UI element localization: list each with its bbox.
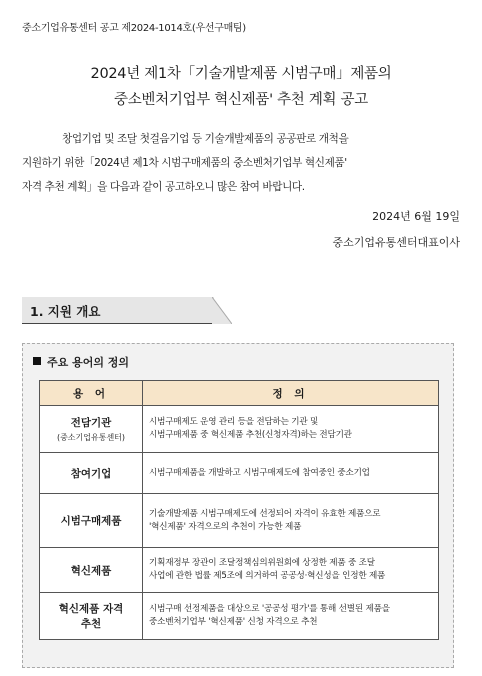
definitions-box bbox=[22, 343, 454, 668]
notice-title-line2: 중소벤처기업부 혁신제품' 추천 계획 공고 bbox=[114, 92, 368, 108]
notice-title-line1: 2024년 제1차「기술개발제품 시범구매」제품의 bbox=[90, 66, 392, 82]
notice-date: 2024년 6월 19일 bbox=[372, 210, 460, 223]
intro-line: 창업기업 및 조달 첫걸음기업 등 기술개발제품의 공공판로 개척을 bbox=[62, 133, 349, 145]
term-name: 혁신제품 자격 bbox=[58, 603, 124, 615]
definition-text: 시범구매 선정제품을 대상으로 '공공성 평가'를 통해 선별된 제품을 bbox=[149, 604, 390, 614]
definition-text: 기획재정부 장관이 조달정책심의위원회에 상정한 제품 중 조달 bbox=[149, 558, 375, 568]
term-name: 혁신제품 bbox=[70, 564, 112, 577]
definitions-table bbox=[39, 380, 439, 640]
notice-number: 중소기업유통센터 공고 제2024-1014호(우선구매팀) bbox=[22, 23, 246, 34]
term-name-line2: 추천 bbox=[80, 618, 102, 630]
table-row bbox=[40, 593, 439, 640]
issuer-name: 중소기업유통센터대표이사 bbox=[332, 236, 460, 249]
table-row bbox=[40, 494, 439, 548]
definition-text: 중소벤처기업부 '혁신제품' 신청 자격으로 추천 bbox=[149, 617, 318, 627]
table-row bbox=[40, 548, 439, 593]
intro-line: 자격 추천 계획」을 다음과 같이 공고하오니 많은 참여 바랍니다. bbox=[22, 181, 305, 193]
section-heading bbox=[22, 297, 214, 324]
column-header-definition: 정 의 bbox=[143, 381, 439, 406]
term-name: 시범구매제품 bbox=[60, 515, 122, 527]
definitions-heading: 주요 용어의 정의 bbox=[33, 354, 129, 370]
intro-line: 지원하기 위한「2024년 제1차 시범구매제품의 중소벤처기업부 혁신제품' bbox=[22, 157, 347, 169]
term-name: 전담기관 bbox=[70, 417, 112, 429]
definition-text: 시범구매제품을 개발하고 시범구매제도에 참여중인 중소기업 bbox=[149, 467, 370, 478]
term-name: 참여기업 bbox=[70, 467, 112, 480]
table-row bbox=[40, 453, 439, 494]
column-header-term: 용 어 bbox=[40, 381, 143, 406]
table-row bbox=[40, 406, 439, 453]
term-subtitle: (중소기업유통센터) bbox=[56, 433, 126, 442]
definition-text: 기술개발제품 시범구매제도에 선정되어 자격이 유효한 제품으로 bbox=[149, 508, 381, 519]
definition-text: '혁신제품' 자격으로의 추천이 가능한 제품 bbox=[149, 521, 302, 532]
section-heading-tab-shape bbox=[212, 297, 232, 324]
definition-text: 시범구매제품 중 혁신제품 추천(신청자격)하는 전담기관 bbox=[149, 430, 352, 440]
section-heading-label: 1. 지원 개요 bbox=[30, 304, 101, 319]
square-bullet-icon bbox=[33, 357, 41, 365]
definition-text: 시범구매제도 운영 관리 등을 전담하는 기관 및 bbox=[149, 417, 319, 427]
definition-text: 사업에 관한 법률 제5조에 의거하여 공공성·혁신성을 인정한 제품 bbox=[149, 571, 386, 581]
intro-paragraph bbox=[22, 127, 462, 199]
